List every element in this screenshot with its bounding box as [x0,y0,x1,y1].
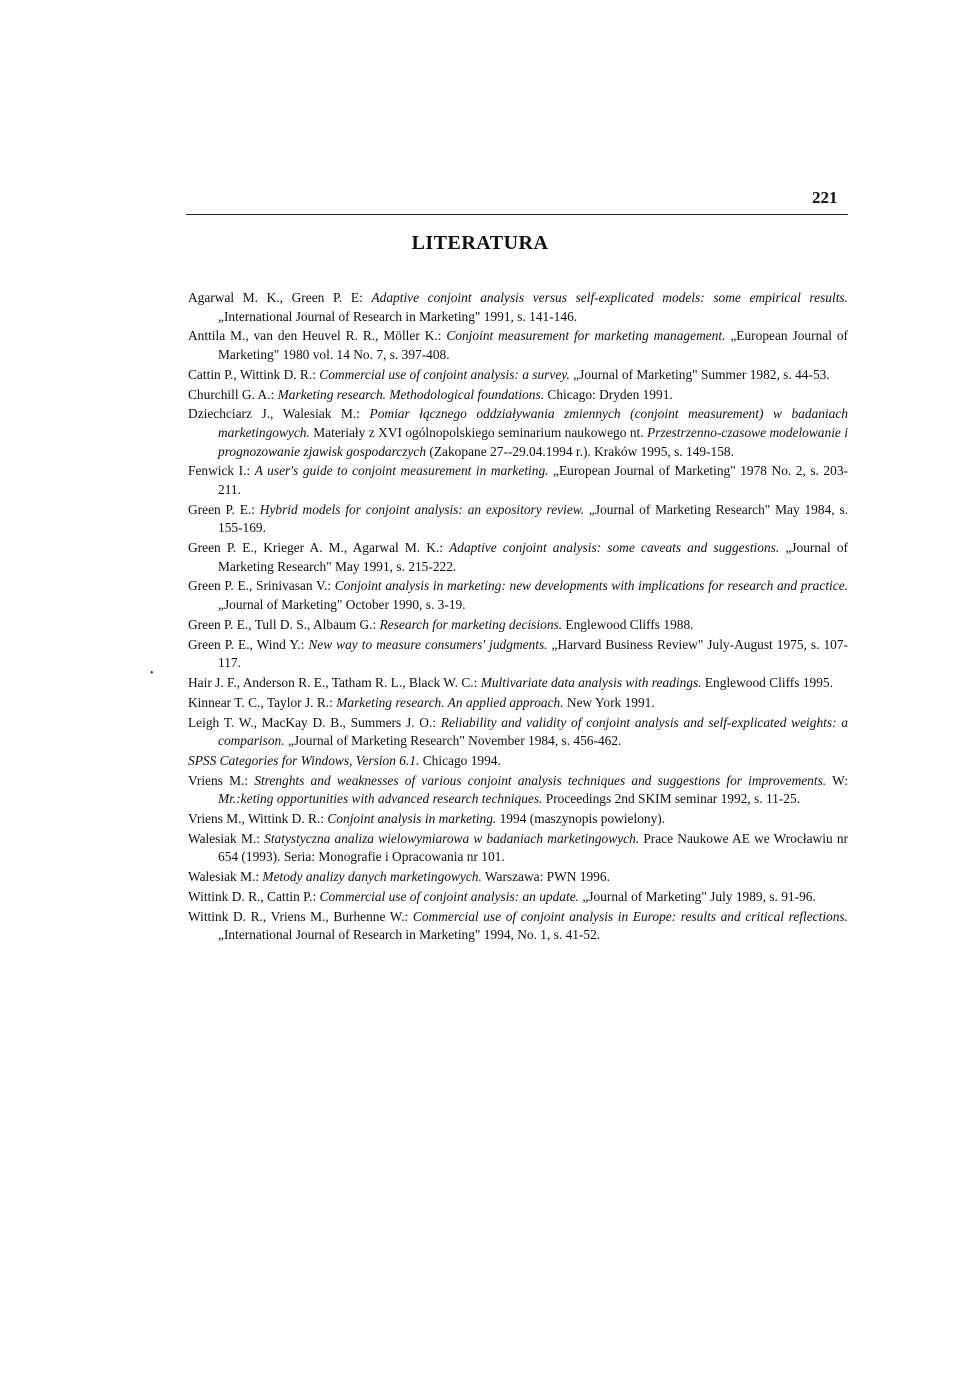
reference-details: „International Journal of Research in Marketing" 1991, s. 141-146. [218,308,578,324]
reference-title: Statystyczna analiza wielowymiarowa w badaniach marketingowych. [264,830,640,846]
reference-entry [188,888,848,907]
reference-details: „Journal of Marketing" October 1990, s. 3-19. [218,597,466,612]
reference-authors: Green P. E.: [188,501,260,517]
reference-title: Commercial use of conjoint analysis in Europe: results and critical reflections. [412,908,848,924]
reference-title: Multivariate data analysis with readings. [480,674,702,690]
reference-title: Pomiar łącznego oddziaływania zmiennych (conjoint measurement) w badaniach marketingowych. [218,406,848,440]
reference-details: Englewood Cliffs 1995. [701,674,833,690]
reference-authors: Green P. E., Wind Y.: [188,636,309,652]
reference-authors: Churchill G. A.: [188,386,278,402]
reference-title: Conjoint analysis in marketing. [327,811,497,827]
reference-authors: Vriens M.: [188,772,255,788]
reference-details: Chicago: Dryden 1991. [544,386,673,402]
reference-entry [188,462,848,499]
reference-title: Reliability and validity of conjoint analysis and self-explicated weights: a comparison. [218,714,848,749]
reference-details: „Journal of Marketing Research" May 1991, s. 215-222. [218,540,848,574]
reference-entry [188,405,848,461]
reference-authors: Vriens M., Wittink D. R.: [188,811,328,827]
reference-title: Marketing research. Methodological foundations. [277,386,545,402]
reference-entry [188,501,848,538]
reference-details: W: [826,772,848,788]
page-number: 221 [812,188,838,207]
reference-title: Hybrid models for conjoint analysis: an expository review. [259,501,585,517]
reference-entry [188,674,848,693]
reference-entry [188,772,848,809]
reference-details: „International Journal of Research in Marketing" 1994, No. 1, s. 41-52. [218,927,601,943]
reference-authors: Hair J. F., Anderson R. E., Tatham R. L., Black W. C.: [188,674,481,690]
reference-details: „European Journal of Marketing" 1978 No. 2, s. 203-211. [218,463,848,497]
scan-speck-mark: • [150,668,154,679]
reference-authors: Wittink D. R., Vriens M., Burhenne W.: [188,908,413,924]
reference-details: Materiały z XVI ogólnopolskiego seminarium naukowego nt. [309,424,648,440]
reference-entry [188,577,848,614]
reference-authors: Green P. E., Tull D. S., Albaum G.: [188,616,380,632]
reference-title: Conjoint measurement for marketing management. [446,328,726,344]
reference-details: 1994 (maszynopis powielony). [496,811,666,827]
reference-authors: Green P. E., Krieger A. M., Agarwal M. K.: [188,540,450,556]
reference-authors: Agarwal M. K., Green P. E: [188,290,372,305]
reference-title: Conjoint analysis in marketing: new developments with implications for research and practice. [334,578,848,594]
reference-title: Metody analizy danych marketingowych. [262,869,482,885]
reference-authors: Leigh T. W., MacKay D. B., Summers J. O.: [188,714,441,730]
reference-title-secondary: Przestrzenno-czasowe modelowanie i prognozowanie zjawisk gospodarczych [218,424,849,459]
reference-entry [188,868,848,887]
reference-entry [188,366,848,385]
reference-title: Commercial use of conjoint analysis: an update. [319,888,580,904]
reference-title: Marketing research. An applied approach. [336,694,564,710]
reference-title: Adaptive conjoint analysis versus self-explicated models: some empirical results. [371,290,848,305]
reference-entry [188,539,848,576]
reference-details: „Journal of Marketing Research" May 1984, s. 155-169. [218,501,849,536]
header-rule [186,214,848,215]
reference-details: „Journal of Marketing" Summer 1982, s. 44-53. [569,366,830,382]
reference-details: New York 1991. [563,694,655,710]
reference-entry [188,327,848,364]
reference-entry [188,386,848,405]
reference-entry [188,616,848,635]
reference-title: SPSS Categories for Windows, Version 6.1. [188,752,420,768]
reference-title: A user's guide to conjoint measurement in marketing. [254,463,549,479]
reference-details: „European Journal of Marketing" 1980 vol. 14 No. 7, s. 397-408. [218,328,848,362]
reference-authors: Walesiak M.: [188,830,265,846]
reference-authors: Green P. E., Srinivasan V.: [188,578,335,594]
reference-entry [188,908,848,945]
reference-title: Commercial use of conjoint analysis: a survey. [319,366,570,382]
reference-title: New way to measure consumers' judgments. [308,636,548,652]
reference-details: „Journal of Marketing Research" November 1984, s. 456-462. [284,733,622,749]
reference-authors: Anttila M., van den Heuvel R. R., Möller K.: [188,328,447,344]
reference-entry [188,714,848,751]
reference-entry [188,694,848,713]
reference-title: Strenghts and weaknesses of various conjoint analysis techniques and suggestions for improvements. [254,772,827,788]
reference-entry [188,830,848,867]
reference-details: Englewood Cliffs 1988. [562,616,694,632]
reference-title: Research for marketing decisions. [379,616,563,632]
reference-details: Prace Naukowe AE we Wrocławiu nr 654 (1993). Seria: Monografie i Opracowania nr 101. [218,830,848,865]
reference-entry [188,636,848,673]
reference-authors: Wittink D. R., Cattin P.: [188,888,320,904]
reference-authors: Walesiak M.: [188,869,263,885]
reference-details: Warszawa: PWN 1996. [481,869,610,885]
reference-authors: Cattin P., Wittink D. R.: [188,366,320,382]
reference-details: „Journal of Marketing" July 1989, s. 91-96. [579,888,816,904]
reference-authors: Kinnear T. C., Taylor J. R.: [188,694,337,710]
section-heading: LITERATURA [411,232,549,254]
reference-authors: Fenwick I.: [188,463,255,479]
reference-authors: Dziechciarz J., Walesiak M.: [188,406,370,422]
reference-entry [188,752,848,771]
reference-title-secondary: Mr.:keting opportunities with advanced research techniques. [218,791,543,807]
reference-details: „Harvard Business Review" July-August 1975, s. 107-117. [218,636,848,671]
reference-list [188,289,848,946]
reference-details-secondary: (Zakopane 27--29.04.1994 r.). Kraków 1995, s. 149-158. [426,443,734,459]
reference-entry [188,289,848,326]
reference-details-secondary: Proceedings 2nd SKIM seminar 1992, s. 11-25. [542,791,801,807]
reference-details: Chicago 1994. [419,752,501,768]
reference-title: Adaptive conjoint analysis: some caveats and suggestions. [449,540,780,556]
reference-entry [188,810,848,829]
